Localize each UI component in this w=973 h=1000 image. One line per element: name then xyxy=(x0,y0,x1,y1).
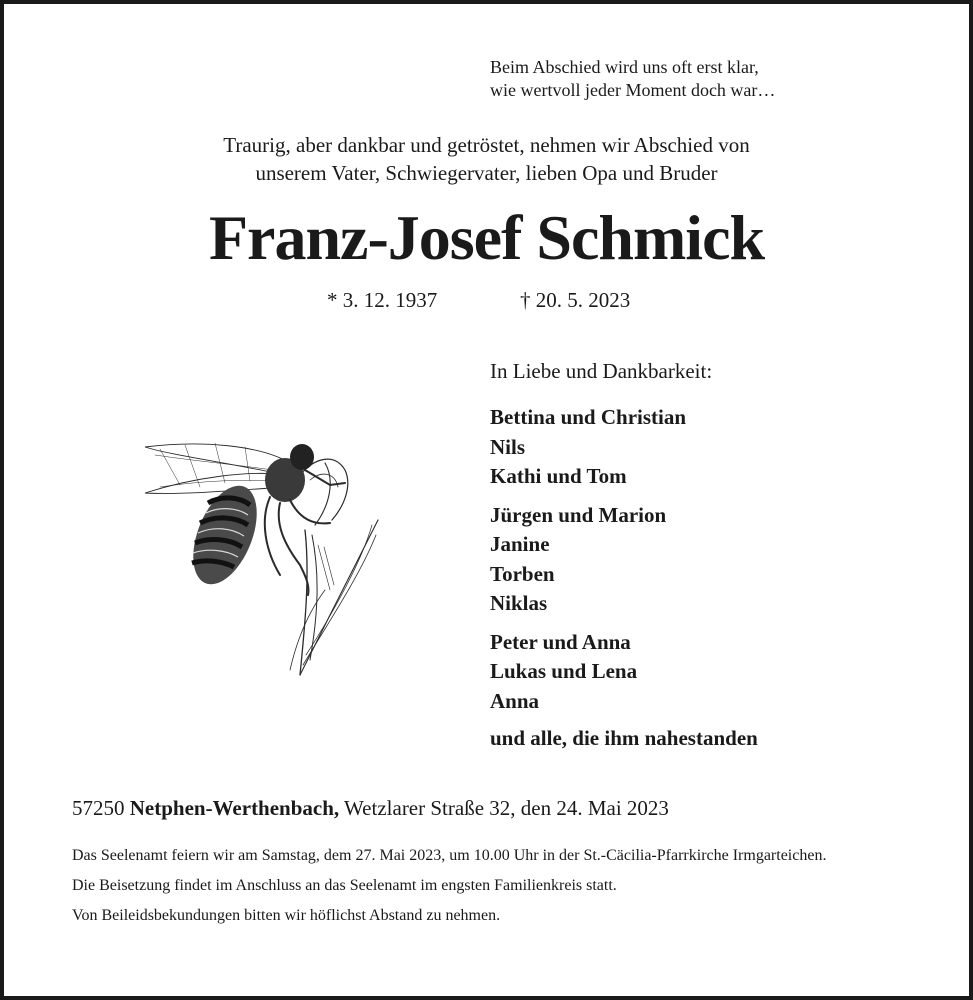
closing-line: und alle, die ihm nahestanden xyxy=(490,726,758,750)
intro-text xyxy=(0,131,973,187)
deceased-name: Franz-Josef Schmick xyxy=(208,202,765,273)
motto-line: Beim Abschied wird uns oft erst klar, xyxy=(490,57,759,77)
birth-date: * 3. 12. 1937 xyxy=(327,288,438,312)
thanks-heading: In Liebe und Dankbarkeit: xyxy=(490,359,713,383)
intro-line: Traurig, aber dankbar und getröstet, nehmen wir Abschied von xyxy=(223,133,750,157)
family-member: Bettina und Christian xyxy=(490,405,687,429)
family-group xyxy=(490,403,686,492)
address-rest: Wetzlarer Straße 32, den 24. Mai 2023 xyxy=(344,796,669,820)
family-member: Niklas xyxy=(490,591,548,615)
motto xyxy=(490,56,775,102)
family-member: Kathi und Tom xyxy=(490,464,627,488)
family-member: Janine xyxy=(490,532,550,556)
intro-line: unserem Vater, Schwiegervater, lieben Opa und Bruder xyxy=(255,161,718,185)
family-member: Anna xyxy=(490,688,540,713)
service-notes xyxy=(72,845,912,935)
note-burial: Die Beisetzung findet im Anschluss an das Seelenamt im engsten Familienkreis statt. xyxy=(72,877,617,894)
family-group xyxy=(490,628,686,717)
motto-line: wie wertvoll jeder Moment doch war… xyxy=(490,80,776,100)
family-member: Lukas und Lena xyxy=(490,659,638,683)
bee-on-flower-icon xyxy=(140,425,385,680)
address-line xyxy=(72,796,669,821)
note-condolences: Von Beileidsbekundungen bitten wir höflichst Abstand zu nehmen. xyxy=(72,907,501,924)
family-list xyxy=(490,403,686,725)
family-group xyxy=(490,501,686,619)
family-member: Torben xyxy=(490,561,555,586)
address-zip: 57250 xyxy=(72,796,125,820)
family-member: Peter und Anna xyxy=(490,629,631,654)
note-mass: Das Seelenamt feiern wir am Samstag, dem 27. Mai 2023, um 10.00 Uhr in der St.-Cäcilia-Pfarrkirche Irmgarteichen. xyxy=(72,847,827,864)
family-member: Jürgen und Marion xyxy=(490,502,667,527)
address-town: Netphen-Werthenbach, xyxy=(129,796,340,820)
death-date: † 20. 5. 2023 xyxy=(520,288,631,312)
family-member: Nils xyxy=(490,434,526,459)
